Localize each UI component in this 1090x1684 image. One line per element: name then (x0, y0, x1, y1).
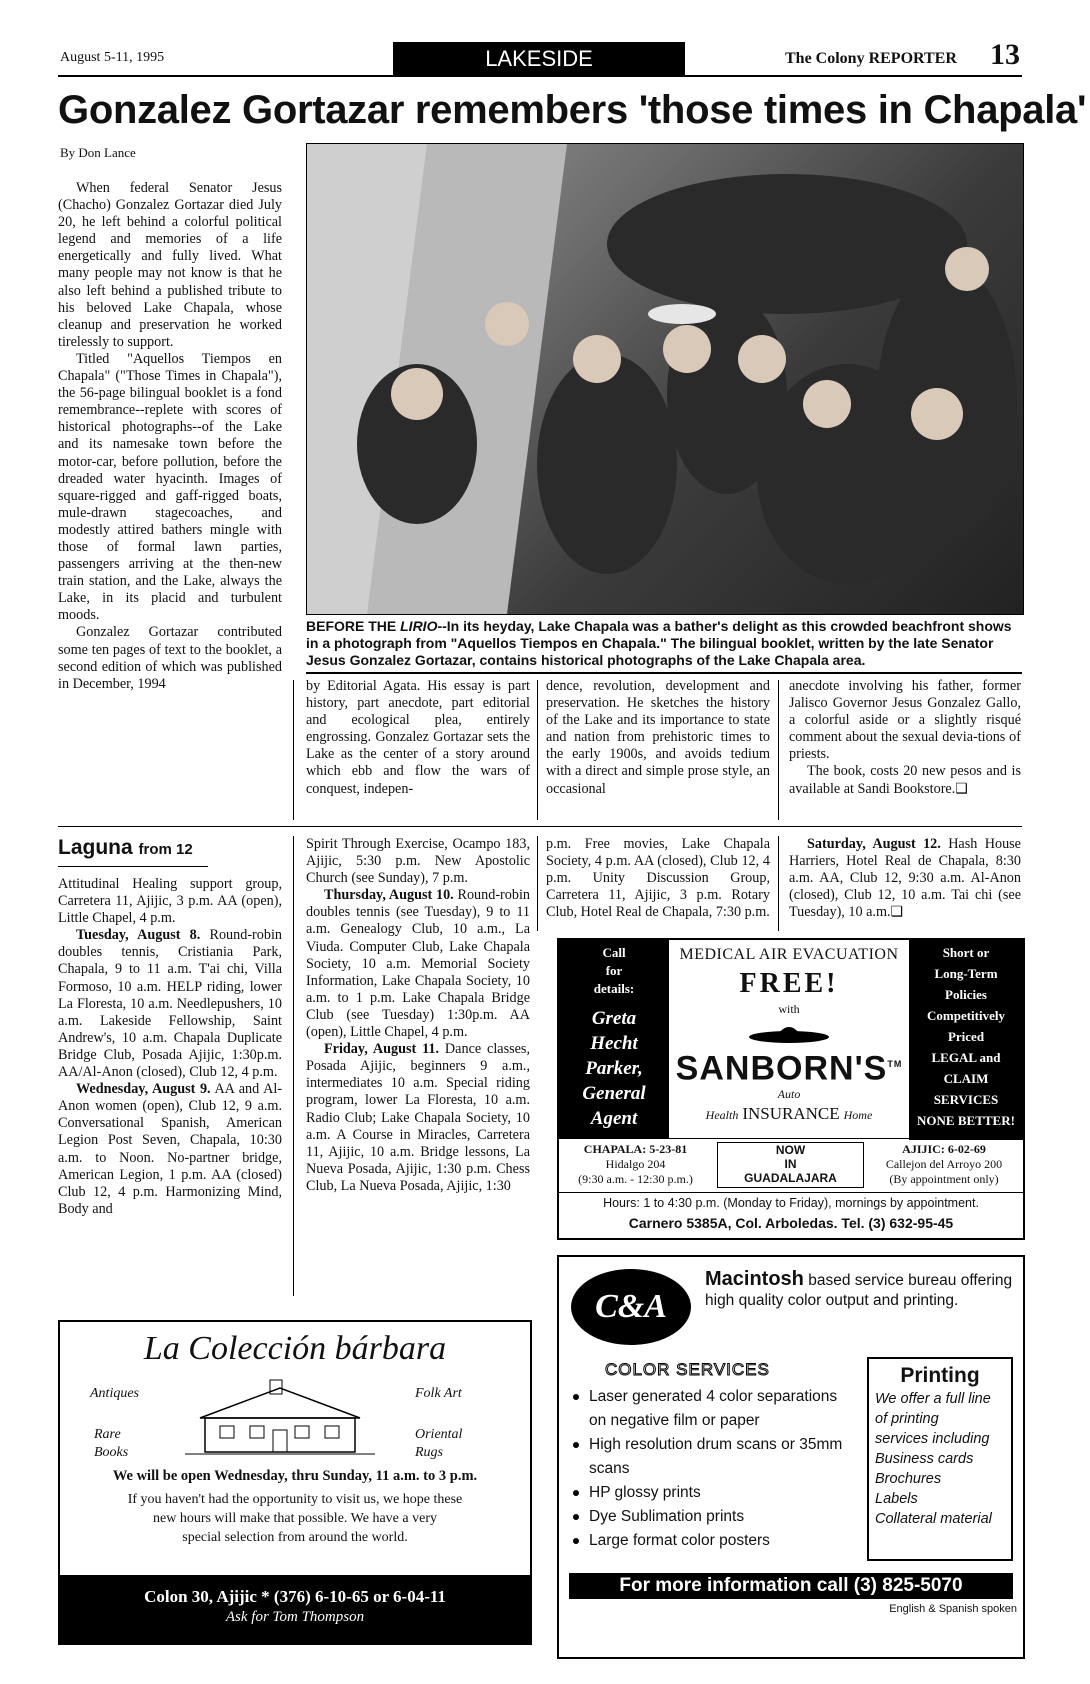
article-column-2 (306, 678, 530, 798)
ca-logo: C&A (571, 1269, 691, 1345)
ad-address: Carnero 5385A, Col. Arboledas. Tel. (3) 632-95-45 (628, 1215, 954, 1231)
section-rule (58, 826, 1022, 827)
laguna-heading (58, 836, 193, 860)
category-antiques: Antiques (90, 1386, 139, 1401)
list-item: scans (589, 1460, 630, 1477)
house-drawing-icon (180, 1378, 380, 1458)
column-divider (778, 680, 779, 820)
services-title: COLOR SERVICES (605, 1360, 770, 1379)
article-column-3 (546, 678, 770, 798)
laguna-column-4 (789, 836, 1021, 921)
ad-with: with (778, 1002, 800, 1016)
calendar-entry: Saturday, August 12. Hash House Harriers, Hotel Real de Chapala, 8:30 a.m. AA, Club 12, 9:30 a.m. Al-Anon (closed), Club 12, 10 a.m. Tai chi (see Tuesday), 10 a.m.❑ (789, 836, 1021, 921)
caption-text: --In its heyday, Lake Chapala was a bather's delight as this crowded beachfront shows in a photograph from "Aquellos Tiempos en Chapala." The bilingual booklet, written by the late Senator Jesus Gonzalez Gortazar, contains historical photographs of the Lake Chapala area. (306, 618, 1012, 668)
coleccion-barbara-ad (58, 1320, 532, 1608)
column-divider (293, 836, 294, 1296)
caption-rule (306, 672, 1022, 674)
shop-address: Colon 30, Ajijic * (376) 6-10-65 or 6-04-11 (144, 1587, 446, 1606)
column-divider (537, 680, 538, 820)
section-banner: LAKESIDE (393, 42, 685, 76)
beach-crowd-illustration (307, 144, 1023, 614)
laguna-title: Laguna (58, 836, 133, 859)
ad-free: FREE! (739, 968, 839, 999)
article-paragraph: dence, revolution, development and preservation. He sketches the history of the Lake and its importance to state and nation from prehistoric times to the early 1900s, and avoids tedium with a direct and simple prose style, an occasional (546, 678, 770, 797)
article-paragraph: Titled "Aquellos Tiempos en Chapala" ("Those Times in Chapala"), the 56-page bilingual booklet is a fond remembrance--replete with scores of historical photographs--of the Lake and its namesake town before the motor-car, before pollution, before the dreaded water hyacinth. Images of square-rigged and gaff-rigged boats, mule-drawn stagecoaches, and modestly attired bathers mingle with those of formal lawn parties, passengers arriving at the then-new train station, and the Lake, always the Lake, in its placid and turbulent moods. (58, 350, 282, 624)
article-paragraph: anecdote involving his father, former Jalisco Governor Jesus Gonzalez Gallo, a colorful aside or a slightly risqué comment about the sexual devia-tions of priests. (789, 678, 1021, 763)
laguna-column-3 (546, 836, 770, 921)
headline: Gonzalez Gortazar remembers 'those times in Chapala' (58, 88, 1087, 132)
insurance-ad (557, 938, 1025, 1240)
sombrero-logo-icon (669, 1017, 909, 1045)
languages-note: English & Spanish spoken (889, 1603, 1017, 1615)
laguna-jump: from 12 (138, 841, 193, 858)
caption-lead: BEFORE THE (306, 618, 401, 634)
article-paragraph: The book, costs 20 new pesos and is available at Sandi Bookstore.❑ (789, 763, 1021, 797)
calendar-text: Spirit Through Exercise, Ocampo 183, Ajijic, 5:30 p.m. New Apostolic Church (see Sunday), 7 p.m. (306, 836, 530, 887)
list-item: Dye Sublimation prints (573, 1505, 853, 1529)
laguna-column-2 (306, 836, 530, 1195)
insurance-benefits-panel: Short or Long-Term Policies Competitively Priced LEGAL and CLAIM SERVICES NONE BETTER! (909, 940, 1023, 1140)
call-for-details: Call for details: (593, 945, 635, 996)
category-folk-art: Folk Art (415, 1386, 462, 1401)
page-number: 13 (990, 38, 1020, 71)
column-divider (537, 836, 538, 931)
laguna-column-1 (58, 876, 282, 1218)
photo-caption (306, 618, 1022, 669)
historical-photo (306, 143, 1024, 615)
article-paragraph: When federal Senator Jesus (Chacho) Gonzalez Gortazar died July 20, he left behind a colorful political legend and memories of a life energetically and fully lived. What many people may not know is that he also left behind a published tribute to his beloved Lake Chapala, whose cleanup and preservation he worked tirelessly to support. (58, 180, 282, 350)
list-item: High resolution drum scans or 35mm (573, 1433, 853, 1457)
ad-divider (559, 1138, 1023, 1139)
header-rule (58, 75, 1022, 77)
sanborns-logo: SANBORN'S™ (675, 1049, 903, 1088)
byline: By Don Lance (60, 145, 136, 160)
article-paragraph: Gonzalez Gortazar contributed some ten pages of text to the booklet, a second edition of which was published in December, 1994 (58, 624, 282, 692)
ajijic-office: AJIJIC: 6-02-69 Callejon del Arroyo 200 (By appointment only) (885, 1142, 1003, 1186)
calendar-entry: Thursday, August 10. Round-robin doubles tennis (see Tuesday), 9 to 11 a.m. Genealogy Club, 10 a.m., La Viuda. Computer Club, Lake Chapala Society, 10 a.m. Memorial Society Information, Lake Chapala Society, 10 a.m. to 1 p.m. Lake Chapala Bridge Club (see Tuesday) 1:30p.m. AA (open), Little Chapel, 4 p.m. (306, 887, 530, 1041)
ad-hours: Hours: 1 to 4:30 p.m. (Monday to Friday), mornings by appointment. (603, 1196, 979, 1210)
category-rare-books: Rare Books (94, 1427, 129, 1460)
insurance-center-panel (669, 940, 909, 1138)
article-paragraph: by Editorial Agata. His essay is part history, part anecdote, part editorial and ecological plea, entirely engrossing. Gonzalez Gortazar sets the Lake as the center of a story around which ebb and flow the wars of conquest, indepen- (306, 678, 530, 797)
insurance-call-panel (559, 940, 669, 1138)
caption-italic: LIRIO (400, 618, 438, 634)
calendar-entry: Friday, August 11. Dance classes, Posada Ajijic, beginners 9 a.m., intermediates 10 a.m. Special riding program, lower La Floresta, 10 a.m. Radio Club; Lake Chapala Society, 10 a.m. A Course in Miracles, Carretera 11, Ajijic, 10 a.m. Bridge lessons, La Nueva Posada, Ajijic, 1:30 p.m. Chess Club, La Nueva Posada, Ajijic, 1:30 (306, 1041, 530, 1194)
insurance-line: Health INSURANCE Home (705, 1104, 873, 1124)
coleccion-footer (58, 1575, 532, 1645)
shop-message: If you haven't had the opportunity to visit us, we hope these new hours will make that possible. We have a very special selection from around the world. (127, 1492, 463, 1545)
open-hours: We will be open Wednesday, thru Sunday, 11 a.m. to 3 p.m. (112, 1468, 478, 1484)
category-oriental-rugs: Oriental Rugs (415, 1427, 463, 1460)
info-call-banner: For more information call (3) 825-5070 (569, 1573, 1013, 1599)
list-item: Laser generated 4 color separations (573, 1385, 853, 1409)
printing-box: Printing We offer a full line of printing services including Business cards Brochures Labels Collateral material (867, 1357, 1013, 1561)
column-divider (778, 836, 779, 931)
issue-date: August 5-11, 1995 (60, 50, 165, 65)
column-divider (293, 680, 294, 820)
calendar-text: p.m. Free movies, Lake Chapala Society, 4 p.m. AA (closed), Club 12, 4 p.m. Unity Discussion Group, Carretera 11, Ajijic, 3 p.m. Rotary Club, Hotel Real de Chapala, 7:30 p.m. (546, 836, 770, 921)
chapala-office: CHAPALA: 5-23-81 Hidalgo 204 (9:30 a.m. - 12:30 p.m.) (578, 1142, 693, 1186)
services-list (573, 1385, 853, 1553)
mac-intro: Macintosh based service bureau offering high quality color output and printing. (705, 1268, 1013, 1309)
calendar-entry: Tuesday, August 8. Round-robin doubles tennis, Cristiania Park, Chapala, 9 to 11 a.m. T'ai chi, Villa Formoso, 10 a.m. HELP riding, lower La Floresta, 10 a.m. Needlepushers, 10 a.m. Lakeside Fellowship, Saint Andrew's, 10 a.m. Chapala Duplicate Bridge Club, Posada Ajijic, 1:30p.m. AA/Al-Anon (closed), Club 12, 4 p.m. (58, 927, 283, 1081)
calendar-text: Attitudinal Healing support group, Carretera 11, Ajijic, 3 p.m. AA (open), Little Chapel, 4 p.m. (58, 876, 282, 927)
agent-name: Greta Hecht Parker, General Agent (582, 1008, 646, 1129)
article-column-4 (789, 678, 1021, 798)
calendar-entry: Wednesday, August 9. AA and Al-Anon women (open), Club 12, 9 a.m. Conversational Spanish, American Legion Post Seven, Chapala, 10:30 a.m. to Noon. No-partner bridge, American Legion, 1 p.m. AA (closed) Club 12, 4 p.m. Harmonizing Mind, Body and (58, 1081, 282, 1217)
list-item: HP glossy prints (573, 1481, 853, 1505)
shop-title: La Colección bárbara (143, 1330, 447, 1367)
laguna-head-rule (58, 866, 208, 867)
list-item: on negative film or paper (589, 1412, 760, 1429)
ad-divider (559, 1192, 1023, 1193)
shop-contact: Ask for Tom Thompson (225, 1609, 365, 1625)
paper-name: The Colony REPORTER (785, 50, 957, 67)
guadalajara-office: NOW IN GUADALAJARA (717, 1142, 864, 1188)
ad-title: MEDICAL AIR EVACUATION (679, 946, 899, 963)
ad-auto: Auto (777, 1087, 801, 1102)
color-services-ad (557, 1255, 1025, 1659)
article-column-1 (58, 180, 282, 693)
list-item: Large format color posters (573, 1529, 853, 1553)
